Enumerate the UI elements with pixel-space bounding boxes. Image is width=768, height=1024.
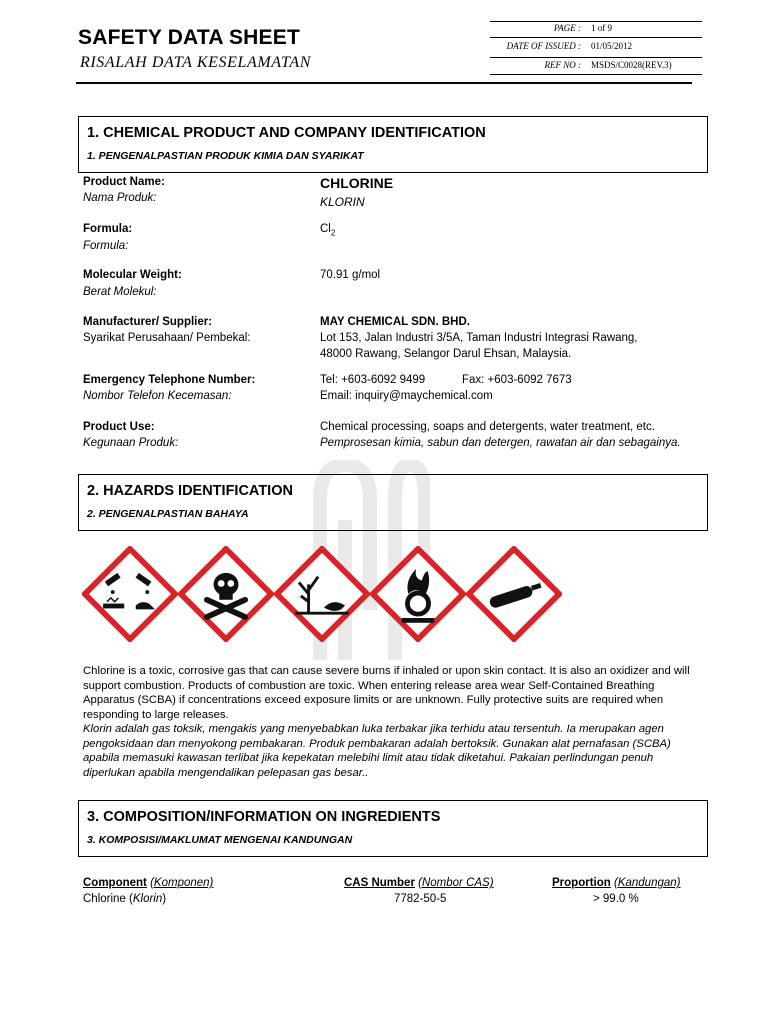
- meta-divider: [490, 37, 702, 38]
- section-2-header: [78, 474, 708, 531]
- page-value: 1 of 9: [591, 23, 612, 33]
- column-cas-label-ms: (Nombor CAS): [418, 877, 494, 889]
- product-use-value: Chemical processing, soaps and detergents, water treatment, etc.: [320, 421, 655, 433]
- meta-divider: [490, 21, 702, 22]
- manufacturer-name: MAY CHEMICAL SDN. BHD.: [320, 316, 470, 328]
- section-1-header: [78, 116, 708, 173]
- manufacturer-label-ms: Syarikat Perusahaan/ Pembekal:: [83, 332, 251, 344]
- product-name-label: Product Name:: [83, 176, 165, 188]
- manufacturer-label: Manufacturer/ Supplier:: [83, 316, 213, 328]
- emergency-fax: Fax: +603-6092 7673: [462, 374, 572, 386]
- section-3-subtitle: 3. KOMPOSISI/MAKLUMAT MENGENAI KANDUNGAN: [87, 834, 353, 846]
- row-component-close: ): [162, 893, 167, 905]
- section-3-header: [78, 800, 708, 857]
- column-cas-label: CAS Number: [344, 877, 415, 889]
- row-cas: 7782-50-5: [394, 893, 447, 905]
- section-1-subtitle: 1. PENGENALPASTIAN PRODUK KIMIA DAN SYARIKAT: [87, 150, 364, 162]
- manufacturer-address-1: Lot 153, Jalan Industri 3/5A, Taman Industri Integrasi Rawang,: [320, 332, 638, 344]
- hazard-description-en: Chlorine is a toxic, corrosive gas that can cause severe burns if inhaled or upon skin contact. It is also an oxidizer and will support combustion. Products of combustion are toxic. When entering release area wear Self-Contained Breathing Apparatus (SCBA) if concentrations exceed exposure limits or are unknown. Fully protective suits are required when responding to large releases.: [83, 665, 690, 721]
- molecular-weight-label: Molecular Weight:: [83, 269, 182, 281]
- section-3-title: 3. COMPOSITION/INFORMATION ON INGREDIENTS: [87, 809, 441, 825]
- row-component: [83, 893, 166, 905]
- product-name: CHLORINE: [320, 175, 394, 191]
- section-1-title: 1. CHEMICAL PRODUCT AND COMPANY IDENTIFICATION: [87, 125, 486, 141]
- environment-icon: [274, 546, 370, 642]
- product-use-value-ms: Pemprosesan kimia, sabun dan detergen, rawatan air dan sebagainya.: [320, 437, 681, 449]
- column-header-proportion: [552, 877, 680, 889]
- skull-crossbones-icon: [178, 546, 274, 642]
- formula-value: [320, 223, 335, 237]
- column-component-label-ms: (Komponen): [150, 877, 214, 889]
- formula-label-ms: Formula:: [83, 240, 129, 252]
- header-rule: [76, 82, 692, 84]
- ref-value: MSDS/C0028(REV.3): [591, 60, 672, 70]
- column-proportion-label-ms: (Kandungan): [613, 877, 681, 889]
- molecular-weight-label-ms: Berat Molekul:: [83, 286, 157, 298]
- product-name-label-ms: Nama Produk:: [83, 192, 157, 204]
- emergency-email: Email: inquiry@maychemical.com: [320, 390, 493, 402]
- gas-cylinder-icon: [466, 546, 562, 642]
- section-2-subtitle: 2. PENGENALPASTIAN BAHAYA: [87, 508, 249, 520]
- column-header-component: [83, 877, 213, 889]
- molecular-weight-value: 70.91 g/mol: [320, 269, 381, 281]
- meta-divider: [490, 74, 702, 75]
- manufacturer-address-2: 48000 Rawang, Selangor Darul Ehsan, Malaysia.: [320, 348, 572, 360]
- row-component-name-ms: Klorin: [132, 893, 163, 905]
- row-component-name: Chlorine (: [83, 893, 133, 905]
- ref-label: REF NO :: [544, 60, 581, 70]
- row-proportion: > 99.0 %: [593, 893, 639, 905]
- product-name-ms: KLORIN: [320, 195, 365, 209]
- flame-over-circle-icon: [370, 546, 466, 642]
- emergency-tel: Tel: +603-6092 9499: [320, 374, 426, 386]
- emergency-label-ms: Nombor Telefon Kecemasan:: [83, 390, 232, 402]
- formula-label: Formula:: [83, 223, 133, 235]
- document-subtitle: RISALAH DATA KESELAMATAN: [80, 54, 311, 71]
- meta-divider: [490, 57, 702, 58]
- page-label: PAGE :: [553, 23, 581, 33]
- product-use-label: Product Use:: [83, 421, 155, 433]
- corrosion-icon: [82, 546, 178, 642]
- hazard-description-ms: Klorin adalah gas toksik, mengakis yang menyebabkan luka terbakar jika terhidu atau tersentuh. Ia merupakan agen pengoksidaan dan menyokong pembakaran. Produk pembakaran adalah bertoksik. Gunakan alat pernafasan (SCBA) apabila memasuki kawasan terlibat jika kepekatan melebihi limit atau tidak diketahui. Pakaian perlindungan penuh diperlukan apabila mengendalikan pelepasan gas besar..: [83, 723, 671, 779]
- emergency-label: Emergency Telephone Number:: [83, 374, 256, 386]
- formula-base: Cl: [320, 223, 331, 235]
- column-component-label: Component: [83, 877, 147, 889]
- date-label: DATE OF ISSUED :: [506, 41, 581, 51]
- column-proportion-label: Proportion: [552, 877, 611, 889]
- section-2-title: 2. HAZARDS IDENTIFICATION: [87, 483, 293, 499]
- product-use-label-ms: Kegunaan Produk:: [83, 437, 179, 449]
- date-value: 01/05/2012: [591, 41, 633, 51]
- document-title: SAFETY DATA SHEET: [78, 26, 300, 49]
- column-header-cas: [344, 877, 494, 889]
- formula-subscript: 2: [330, 228, 336, 238]
